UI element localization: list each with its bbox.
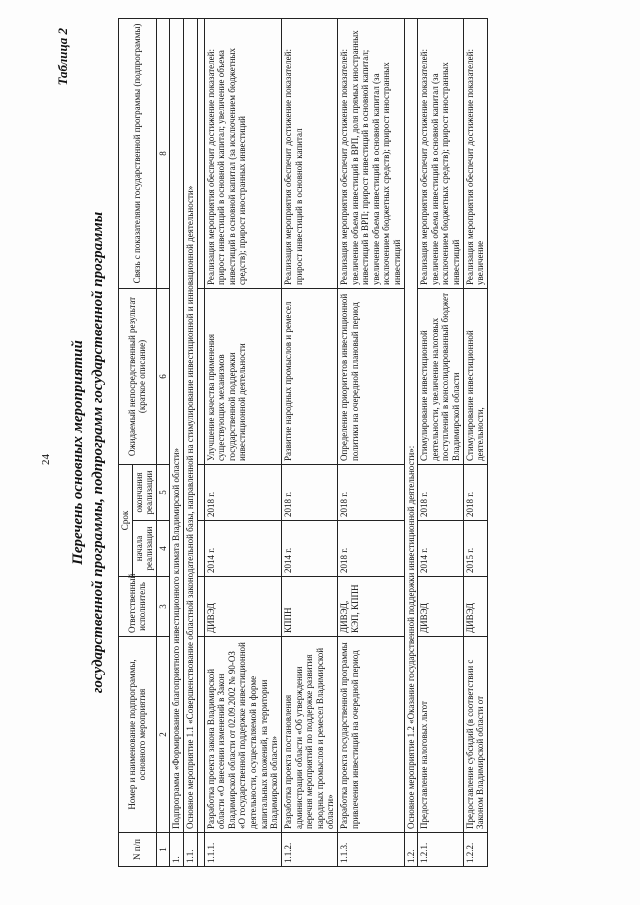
header-start: начала реализации: [132, 521, 156, 577]
row-num: 1.1.3.: [337, 833, 404, 867]
table-row: [281, 18, 337, 866]
row-link: Реализация мероприятия обеспечит достижение показателей: прирост инвестиций в основной капитал; увеличение объема инвестиций в основной капитал (за исключением бюджетных средств); прирост иностранных инвестиций: [204, 18, 281, 288]
row-num: 1.2.2.: [463, 833, 487, 867]
row-end: 2018 г.: [204, 464, 281, 520]
row-end: 2018 г.: [418, 464, 463, 520]
header-name: Номер и наименование подпрограммы, основного мероприятия: [119, 637, 157, 833]
row-start: 2014 г.: [281, 521, 337, 577]
col-number: 3: [156, 577, 170, 637]
measure-title: Основное мероприятие 1.2 «Оказание государственной поддержки инвестиционной деятельности»:: [404, 18, 418, 832]
row-result: Стимулирование инвестиционной деятельности,: [463, 288, 487, 464]
header-num: N п/п: [119, 833, 157, 867]
row-name: Разработка проекта государственной программы привлечения инвестиций на очередной период: [337, 637, 404, 833]
table-row: [204, 18, 281, 866]
row-executor: ДИВЭД, КЭП, КППН: [337, 577, 404, 637]
row-link: Реализация мероприятия обеспечит достижение показателей: увеличение объема инвестиций в основной капитал (за исключением бюджетных средств); прирост иностранных инвестиций: [418, 18, 463, 288]
row-name: Предоставление налоговых льгот: [418, 637, 463, 833]
header-end: окончания реализации: [132, 464, 156, 520]
measure-row: [404, 18, 418, 866]
header-result: Ожидаемый непосредственный результат (краткое описание): [119, 288, 157, 464]
row-end: 2018 г.: [463, 464, 487, 520]
row-result: Улучшение качества применения существующих механизмов государственной поддержки инвестиционной деятельности: [204, 288, 281, 464]
row-end: 2018 г.: [281, 464, 337, 520]
row-num: 1.2.1.: [418, 833, 463, 867]
row-result: Определение приоритетов инвестиционной политики на очередной плановый период: [337, 288, 404, 464]
col-number: 2: [156, 637, 170, 833]
subprogram-row: [170, 18, 184, 866]
title-line-2: государственной программы, подпрограмм государственной программы: [90, 211, 106, 694]
row-num: 1.1.1.: [204, 833, 281, 867]
row-end: 2018 г.: [337, 464, 404, 520]
row-start: 2014 г.: [418, 521, 463, 577]
row-name: Разработка проекта закона Владимирской области «О внесении изменений в Закон Владимирской области от 02.09.2002 № 90-ОЗ «О государственной поддержке инвестиционной деятельности, осуществляемой в форме капитальных вложений, на территории Владимирской области»: [204, 637, 281, 833]
row-num: 1.1.2.: [281, 833, 337, 867]
col-number: 6: [156, 288, 170, 464]
col-number: 8: [156, 18, 170, 288]
page-number: 24: [40, 454, 52, 465]
col-number: 5: [156, 464, 170, 520]
row-executor: ДИВЭД: [418, 577, 463, 637]
header-executor: Ответственный исполнитель: [119, 577, 157, 637]
row-link: Реализация мероприятия обеспечит достижение показателей: увеличение объема инвестиций в ВРП, доля прямых иностранных инвестиций в ВРП; прирост инвестиций в основной капитал; увеличение объема инвестиций в основной капитал (за исключением бюджетных средств); прирост иностранных инвестиций: [337, 18, 404, 288]
row-executor: КППН: [281, 577, 337, 637]
row-start: 2018 г.: [337, 521, 404, 577]
row-start: 2015 г.: [463, 521, 487, 577]
measures-table: [118, 18, 488, 867]
measure-title: Основное мероприятие 1.1 «Совершенствование областной законодательной базы, направленной на стимулирование инвестиционной и инновационной деятельности»: [184, 18, 198, 832]
row-link: Реализация мероприятия обеспечит достижение показателей: увеличение: [463, 18, 487, 288]
row-start: 2014 г.: [204, 521, 281, 577]
title-line-1: Перечень основных мероприятий: [70, 340, 86, 565]
measure-row: [184, 18, 198, 866]
header-link: Связь с показателями государственной программы (подпрограммы): [119, 18, 157, 288]
row-result: Стимулирование инвестиционной деятельности, увеличение налоговых поступлений в консолидированный бюджет Владимирской области: [418, 288, 463, 464]
table-row: [463, 18, 487, 866]
row-result: Развитие народных промыслов и ремесел: [281, 288, 337, 464]
table-row: [337, 18, 404, 866]
subprogram-title: Подпрограмма «Формирование благоприятного инвестиционного климата Владимирской области»: [170, 18, 184, 832]
row-executor: ДИВЭД: [204, 577, 281, 637]
row-name: Разработка проекта постановления администрации области «Об утверждении перечня мероприятий по поддержке развития народных промыслов и ремесел Владимирской области»: [281, 637, 337, 833]
col-number: 1: [156, 833, 170, 867]
row-name: Предоставление субсидий (в соответствии с Законом Владимирской области от: [463, 637, 487, 833]
row-num: 1.2.: [404, 833, 418, 867]
header-term: Срок: [119, 464, 133, 576]
row-executor: ДИВЭД: [463, 577, 487, 637]
table-label: Таблица 2: [55, 28, 70, 86]
row-num: 1.1.: [184, 833, 198, 867]
row-num: 1.: [170, 833, 184, 867]
header-row: [119, 18, 133, 866]
column-number-row: [156, 18, 170, 866]
table-row: [418, 18, 463, 866]
separator-row: [197, 18, 204, 866]
col-number: 4: [156, 521, 170, 577]
row-link: Реализация мероприятия обеспечит достижение показателей: прирост инвестиций в основной капитал: [281, 18, 337, 288]
